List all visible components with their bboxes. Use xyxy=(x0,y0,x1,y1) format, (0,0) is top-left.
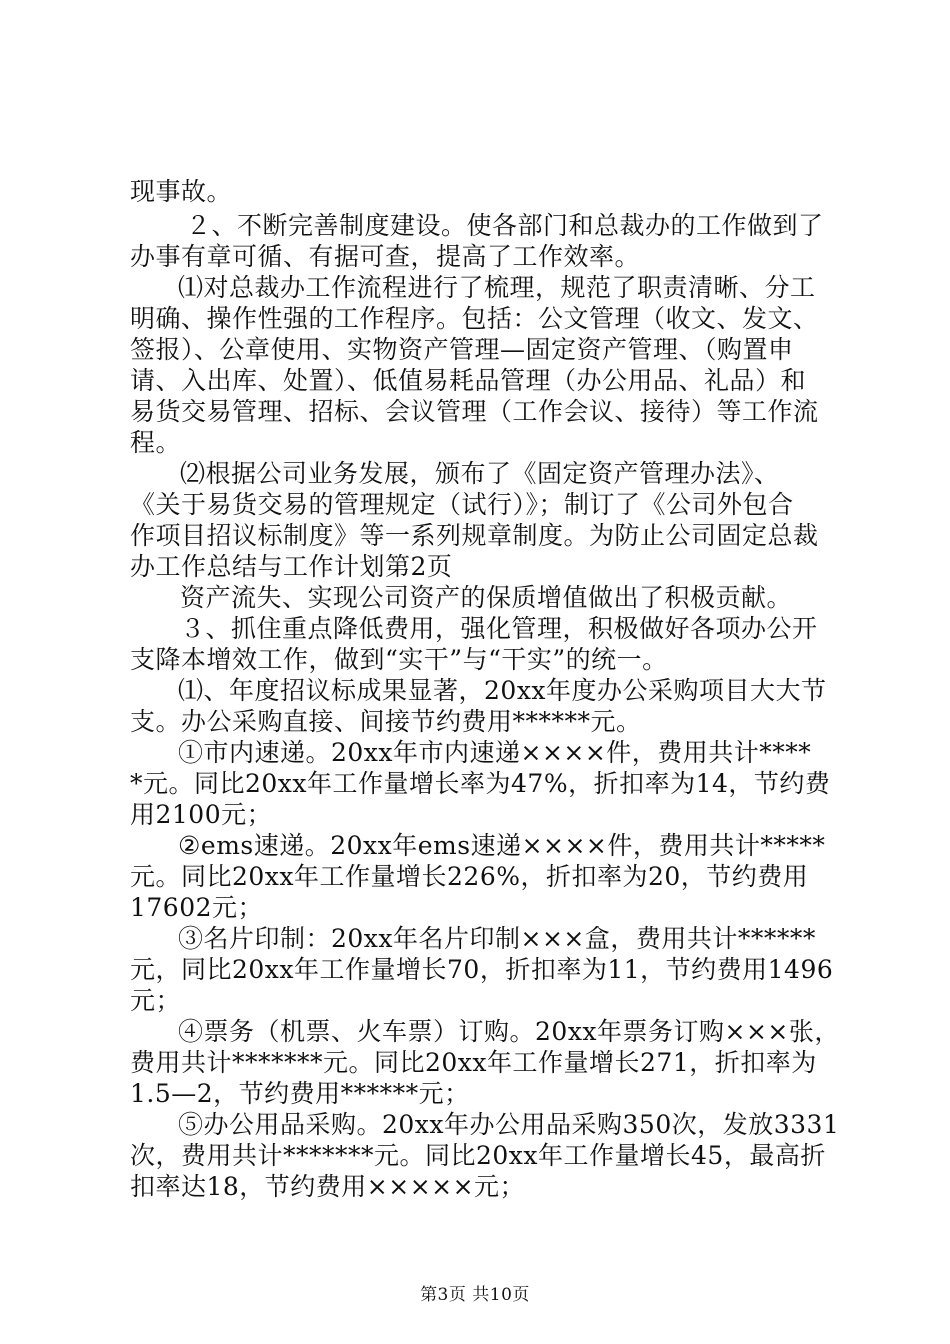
text-line: 办事有章可循、有据可查，提高了工作效率。 xyxy=(130,242,641,271)
text-line: 《关于易货交易的管理规定（试行）》；制订了《公司外包合 xyxy=(130,490,794,519)
text-line: 次，费用共计*******元。同比20xx年工作量增长45，最高折 xyxy=(130,1141,826,1170)
text-line: ⑵根据公司业务发展，颁布了《固定资产管理办法》、 xyxy=(180,459,780,488)
text-line: 支。办公采购直接、间接节约费用******元。 xyxy=(130,707,642,736)
text-line: 作项目招议标制度》等一系列规章制度。为防止公司固定总裁 xyxy=(130,521,819,550)
text-line: 签报）、公章使用、实物资产管理—固定资产管理、（购置申 xyxy=(130,335,794,364)
text-line: 元。同比20xx年工作量增长226%，折扣率为20，节约费用 xyxy=(130,862,809,891)
text-line: 支降本增效工作，做到“实干”与“干实”的统一。 xyxy=(130,645,668,674)
text-line: ⑴对总裁办工作流程进行了梳理，规范了职责清晰、分工 xyxy=(178,273,816,302)
text-line: 现事故。 xyxy=(130,177,233,206)
text-line: ①市内速递。20xx年市内速递××××件，费用共计**** xyxy=(178,738,812,767)
text-line: 元； xyxy=(130,986,182,1015)
text-line: ④票务（机票、火车票）订购。20xx年票务订购×××张， xyxy=(178,1017,840,1046)
text-line: 扣率达18，节约费用×××××元； xyxy=(130,1172,526,1201)
text-line: 程。 xyxy=(130,428,182,457)
text-line: 明确、操作性强的工作程序。包括：公文管理（收文、发文、 xyxy=(130,304,819,333)
text-line: ⑴、年度招议标成果显著，20xx年度办公采购项目大大节 xyxy=(178,676,827,705)
text-line: 1.5—2，节约费用******元； xyxy=(130,1079,470,1108)
text-line: 请、入出库、处置）、低值易耗品管理（办公用品、礼品）和 xyxy=(130,366,807,395)
text-line: *元。同比20xx年工作量增长率为47%，折扣率为14，节约费 xyxy=(130,769,831,798)
text-line: 易货交易管理、招标、会议管理（工作会议、接待）等工作流 xyxy=(130,397,819,426)
text-line: 用2100元； xyxy=(130,800,273,829)
text-line: ３、抓住重点降低费用，强化管理，积极做好各项办公开 xyxy=(180,614,818,643)
text-line: ②ems速递。20xx年ems速递××××件，费用共计***** xyxy=(178,831,826,860)
text-line: 元，同比20xx年工作量增长70，折扣率为11，节约费用1496 xyxy=(130,955,834,984)
text-line: ⑤办公用品采购。20xx年办公用品采购350次，发放3331 xyxy=(178,1110,840,1139)
page-footer: 第3页 共10页 xyxy=(420,1285,530,1305)
text-line: ③名片印制：20xx年名片印制×××盒，费用共计****** xyxy=(178,924,816,953)
text-line: 17602元； xyxy=(130,893,264,922)
text-line: 费用共计*******元。同比20xx年工作量增长271，折扣率为 xyxy=(130,1048,817,1077)
text-line: ２、不断完善制度建设。使各部门和总裁办的工作做到了 xyxy=(186,211,824,240)
text-line: 办工作总结与工作计划第2页 xyxy=(130,552,453,581)
text-line: 资产流失、实现公司资产的保质增值做出了积极贡献。 xyxy=(180,583,793,612)
